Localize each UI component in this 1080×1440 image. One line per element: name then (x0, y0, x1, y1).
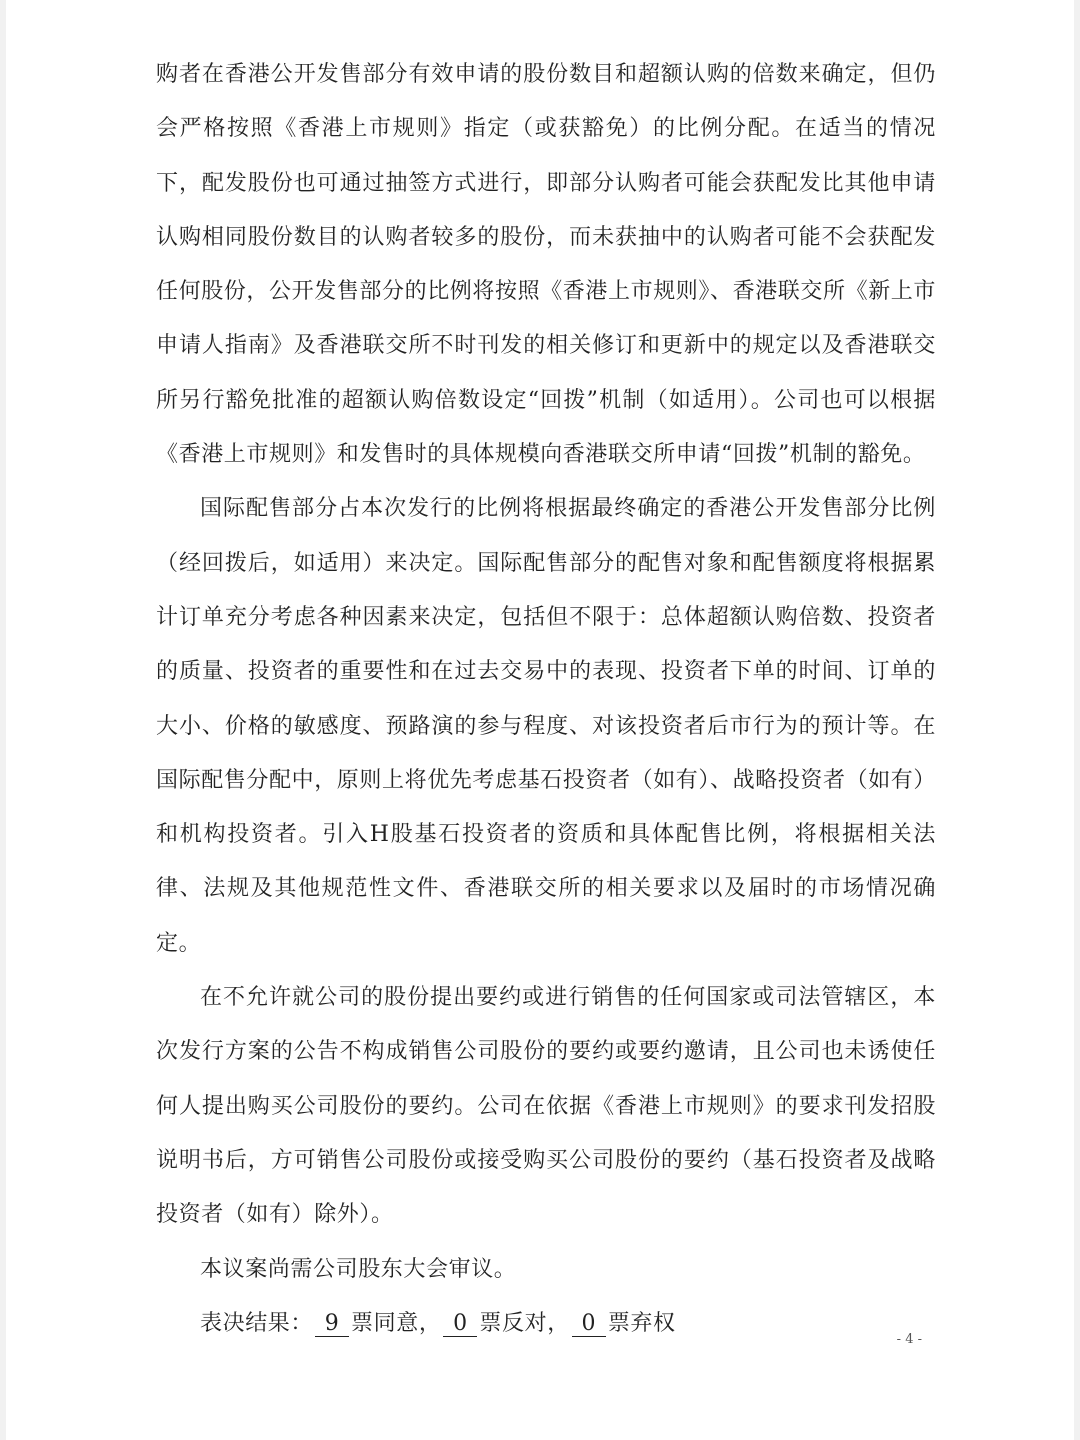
paragraph-shareholder-approval: 本议案尚需公司股东大会审议。 (200, 1256, 517, 1282)
vote-oppose-count: 0 (443, 1312, 477, 1337)
vote-oppose-label: 票反对， (479, 1310, 570, 1336)
page-number: - 4 - (896, 1332, 922, 1347)
vote-approve-label: 票同意， (351, 1310, 442, 1336)
paragraph-allocation-clawback: 购者在香港公开发售部分有效申请的股份数目和超额认购的倍数来确定，但仍会严格按照《香港上市规则》指定（或获豁免）的比例分配。在适当的情况下，配发股份也可通过抽签方式进行，即部分认购者可能会获配发比其他申请认购相同股份数目的认购者较多的股份，而未获抽中的认购者可能不会获配发任何股份，公开发售部分的比例将按照《香港上市规则》、香港联交所《新上市申请人指南》及香港联交所不时刊发的相关修订和更新中的规定以及香港联交所另行豁免批准的超额认购倍数设定“回拨”机制（如适用）。公司也可以根据《香港上市规则》和发售时的具体规模向香港联交所申请“回拨”机制的豁免。 (156, 62, 937, 468)
paragraph-offer-restrictions: 在不允许就公司的股份提出要约或进行销售的任何国家或司法管辖区，本次发行方案的公告不构成销售公司股份的要约或要约邀请，且公司也未诱使任何人提出购买公司股份的要约。公司在依据《香港上市规则》的要求刊发招股说明书后，方可销售公司股份或接受购买公司股份的要约（基石投资者及战略投资者（如有）除外）。 (156, 985, 936, 1228)
vote-abstain-count: 0 (572, 1312, 606, 1337)
document-body (156, 48, 936, 1351)
vote-result-line (156, 1297, 936, 1351)
vote-approve-count: 9 (315, 1312, 349, 1337)
vote-abstain-label: 票弃权 (607, 1310, 676, 1336)
vote-result-prefix: 表决结果： (200, 1310, 314, 1336)
document-page (6, 0, 1074, 1440)
paragraph-international-placing: 国际配售部分占本次发行的比例将根据最终确定的香港公开发售部分比例（经回拨后，如适用）来决定。国际配售部分的配售对象和配售额度将根据累计订单充分考虑各种因素来决定，包括但不限于：总体超额认购倍数、投资者的质量、投资者的重要性和在过去交易中的表现、投资者下单的时间、订单的大小、价格的敏感度、预路演的参与程度、对该投资者后市行为的预计等。在国际配售分配中，原则上将优先考虑基石投资者（如有）、战略投资者（如有）和机构投资者。引入H股基石投资者的资质和具体配售比例，将根据相关法律、法规及其他规范性文件、香港联交所的相关要求以及届时的市场情况确定。 (156, 496, 937, 956)
